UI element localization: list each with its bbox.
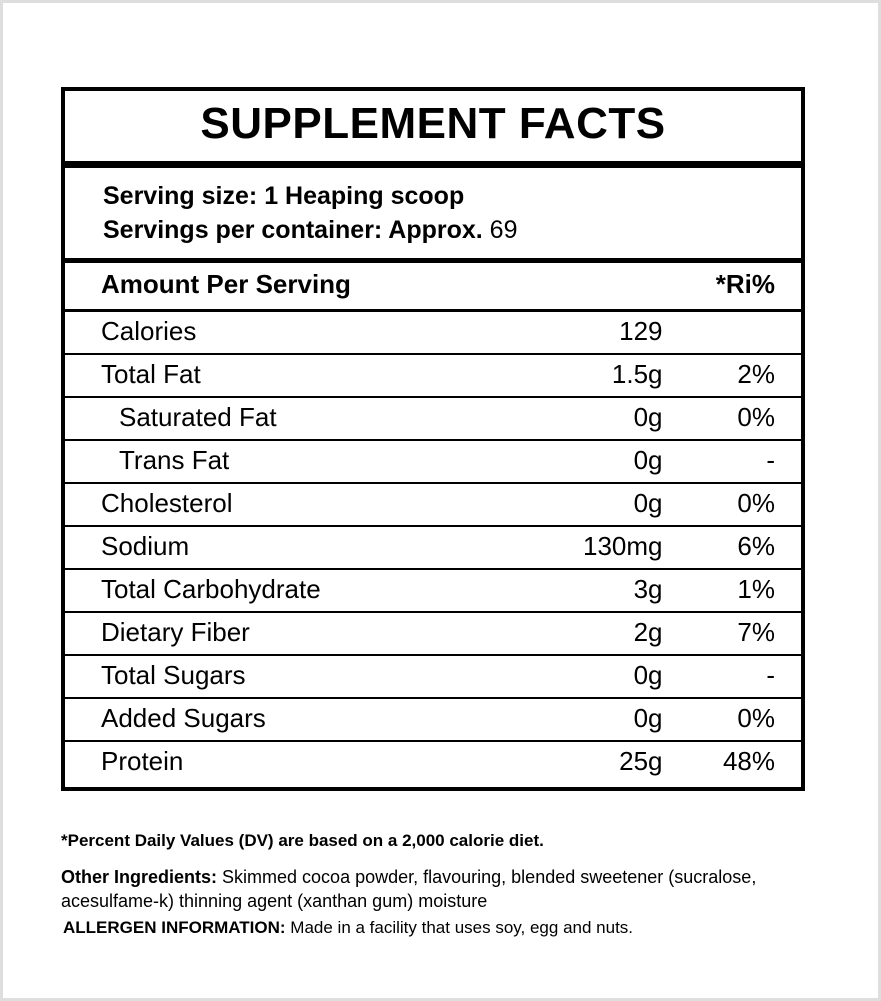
other-ingredients-text: Skimmed cocoa powder, flavouring, blended sweetener (sucralose, acesulfame-k) thinning agent (xanthan gum) moisture xyxy=(61,867,757,912)
nutrient-name: Saturated Fat xyxy=(65,397,514,440)
nutrient-daily-value xyxy=(669,310,801,354)
nutrient-name: Trans Fat xyxy=(65,440,514,483)
nutrient-daily-value: - xyxy=(669,440,801,483)
table-row xyxy=(65,741,801,787)
nutrient-daily-value: 0% xyxy=(669,397,801,440)
page-title: SUPPLEMENT FACTS xyxy=(200,99,666,148)
allergen-text: Made in a facility that uses soy, egg and nuts. xyxy=(290,917,634,937)
header-daily-value: *Ri% xyxy=(669,263,801,311)
nutrient-daily-value: 6% xyxy=(669,526,801,569)
nutrient-amount: 0g xyxy=(514,483,669,526)
nutrient-daily-value: 7% xyxy=(669,612,801,655)
nutrient-amount: 0g xyxy=(514,655,669,698)
table-row xyxy=(65,698,801,741)
serving-size-label: Serving size: xyxy=(103,182,258,211)
nutrition-table xyxy=(65,263,801,787)
footnotes xyxy=(61,831,841,938)
nutrient-amount: 130mg xyxy=(514,526,669,569)
nutrient-daily-value: 0% xyxy=(669,698,801,741)
table-row xyxy=(65,569,801,612)
nutrient-name: Total Fat xyxy=(65,354,514,397)
nutrient-amount: 1.5g xyxy=(514,354,669,397)
servings-per-container-line xyxy=(103,214,801,248)
table-header-row xyxy=(65,263,801,311)
nutrient-name: Protein xyxy=(101,745,184,776)
title-row xyxy=(65,91,801,168)
table-row xyxy=(65,655,801,698)
nutrient-name: Calories xyxy=(65,310,514,354)
nutrient-amount: 2g xyxy=(514,612,669,655)
nutrient-amount: 3g xyxy=(514,569,669,612)
nutrient-amount: 0g xyxy=(514,397,669,440)
nutrient-amount: 25g xyxy=(619,745,663,776)
nutrient-name: Sodium xyxy=(65,526,514,569)
nutrient-daily-value: 2% xyxy=(669,354,801,397)
nutrient-name: Added Sugars xyxy=(65,698,514,741)
table-row xyxy=(65,483,801,526)
nutrient-name: Total Sugars xyxy=(65,655,514,698)
table-row xyxy=(65,354,801,397)
other-ingredients-label: Other Ingredients: xyxy=(61,867,218,887)
table-row xyxy=(65,612,801,655)
nutrient-amount: 0g xyxy=(514,698,669,741)
header-amount-spacer xyxy=(514,263,669,311)
nutrient-name: Total Carbohydrate xyxy=(65,569,514,612)
nutrient-daily-value: - xyxy=(669,655,801,698)
servings-per-container-value: 69 xyxy=(489,215,518,244)
table-row xyxy=(65,526,801,569)
other-ingredients xyxy=(61,865,841,916)
nutrient-daily-value: 1% xyxy=(669,569,801,612)
supplement-facts-panel xyxy=(61,87,805,791)
serving-info-block xyxy=(65,168,801,263)
nutrient-amount: 129 xyxy=(514,310,669,354)
table-row xyxy=(65,310,801,354)
servings-per-container-label: Servings per container: Approx. xyxy=(103,215,483,244)
daily-value-note: *Percent Daily Values (DV) are based on a 2,000 calorie diet. xyxy=(61,831,544,850)
table-row xyxy=(65,397,801,440)
nutrient-amount: 0g xyxy=(514,440,669,483)
header-amount-per-serving: Amount Per Serving xyxy=(65,263,514,311)
nutrient-daily-value: 0% xyxy=(669,483,801,526)
allergen-label: ALLERGEN INFORMATION: xyxy=(63,917,286,937)
table-row xyxy=(65,440,801,483)
nutrient-name: Cholesterol xyxy=(65,483,514,526)
nutrient-daily-value: 48% xyxy=(722,745,775,776)
serving-size-line xyxy=(103,180,801,214)
allergen-information xyxy=(61,916,841,938)
nutrient-name: Dietary Fiber xyxy=(65,612,514,655)
serving-size-value: 1 Heaping scoop xyxy=(264,182,465,211)
